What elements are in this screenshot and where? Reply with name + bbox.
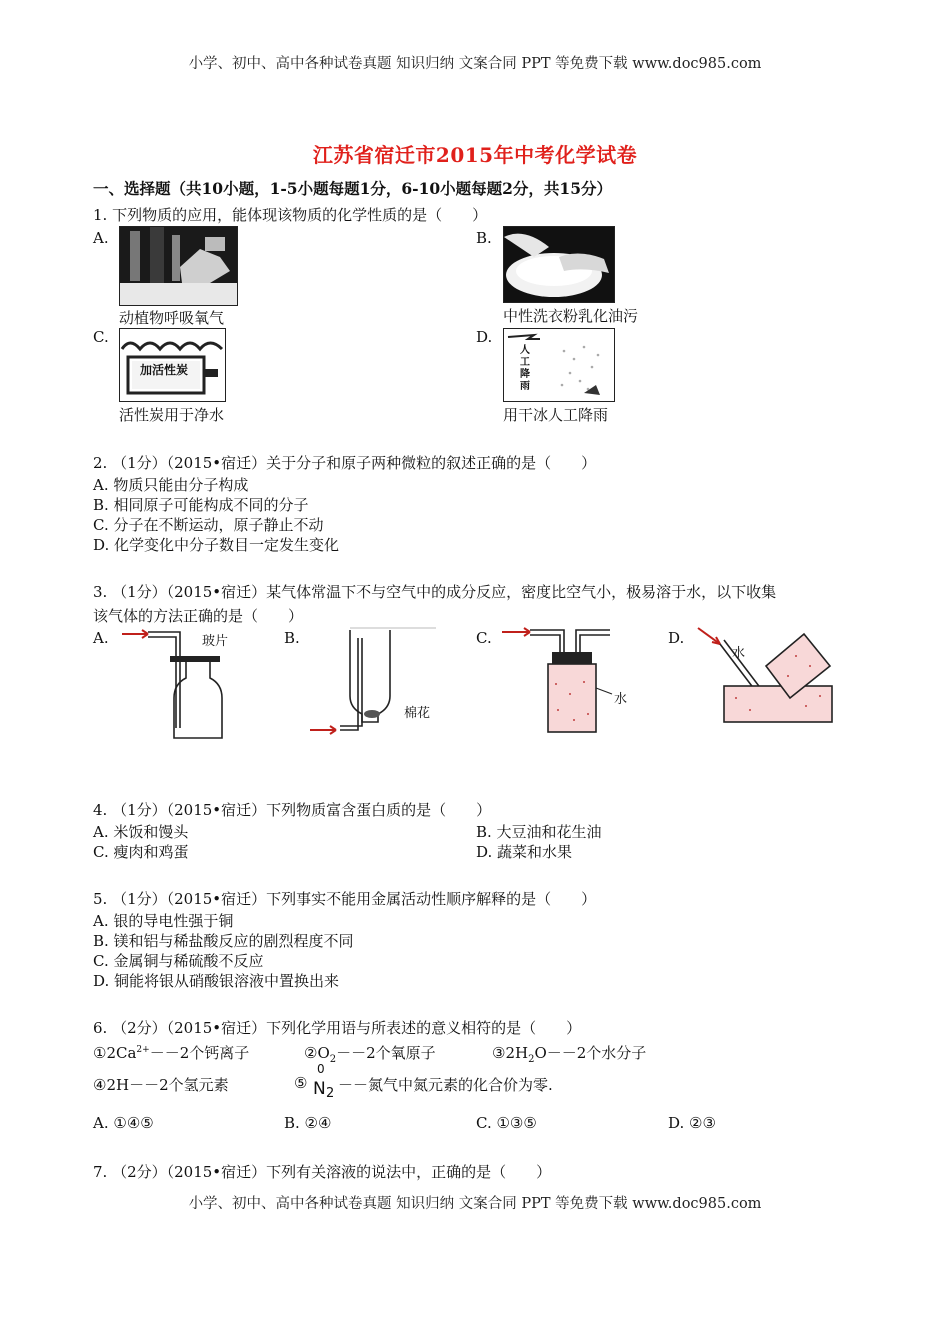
q6-item-1-formula: ①2Ca (93, 1044, 137, 1062)
q5-option-b: B. 镁和铝与稀盐酸反应的剧烈程度不同 (93, 932, 354, 950)
q3-label-c: C. (476, 629, 492, 647)
q2-stem: 2. （1分）（2015•宿迁）关于分子和原子两种微粒的叙述正确的是（ ） (93, 454, 597, 472)
q6-item-3-meaning: O－－2个水分子 (534, 1044, 647, 1062)
q6-option-d: D. ②③ (668, 1114, 716, 1132)
q5-option-c: C. 金属铜与稀硫酸不反应 (93, 952, 264, 970)
q1-image-b-detergent (503, 226, 615, 303)
q6-item-3-subscript: 2 (528, 1054, 535, 1065)
q6-item-5-valence: 0 (317, 1062, 325, 1076)
q6-item-5-marker: ⑤ (294, 1074, 308, 1092)
q1-stem: 1. 下列物质的应用，能体现该物质的化学性质的是（ ） (93, 206, 488, 224)
q1-image-c-charcoal (119, 328, 226, 402)
q1-label-b: B. (476, 229, 492, 247)
q5-option-a: A. 银的导电性强于铜 (93, 912, 234, 930)
q6-item-2-meaning: －－2个氧原子 (336, 1044, 436, 1062)
q4-option-d: D. 蔬菜和水果 (476, 843, 573, 861)
page-footer: 小学、初中、高中各种试卷真题 知识归纳 文案合同 PPT 等免费下载 www.doc985.com (188, 1196, 762, 1212)
q1-label-c: C. (93, 328, 109, 346)
q4-stem: 4. （1分）（2015•宿迁）下列物质富含蛋白质的是（ ） (93, 801, 492, 819)
q6-item-5-meaning: －－氮气中氮元素的化合价为零. (338, 1076, 553, 1094)
q5-stem: 5. （1分）（2015•宿迁）下列事实不能用金属活动性顺序解释的是（ ） (93, 890, 597, 908)
q6-item-1 (93, 1042, 249, 1063)
q6-item-1-charge: 2+ (136, 1045, 150, 1055)
section-heading: 一、选择题（共10小题，1-5小题每题1分，6-10小题每题2分，共15分） (93, 179, 613, 198)
q2-option-d: D. 化学变化中分子数目一定发生变化 (93, 536, 340, 554)
q1-image-d-char-4: 雨 (520, 381, 530, 392)
q2-option-c: C. 分子在不断运动，原子静止不动 (93, 516, 324, 534)
q1-image-d-char-3: 降 (520, 369, 530, 380)
q6-item-1-meaning: －－2个钙离子 (149, 1044, 250, 1062)
q6-item-5-subscript: 2 (326, 1086, 335, 1101)
q6-item-5-element: N (313, 1079, 326, 1099)
q3-diagram-b (300, 626, 440, 741)
q6-option-a: A. ①④⑤ (93, 1114, 154, 1132)
q1-image-c-text: 加活性炭 (140, 363, 189, 377)
q1-caption-a: 动植物呼吸氧气 (119, 309, 225, 327)
q4-option-b: B. 大豆油和花生油 (476, 823, 602, 841)
q3-diagram-b-label: 棉花 (404, 706, 431, 721)
q6-option-b: B. ②④ (284, 1114, 332, 1132)
q6-item-3 (492, 1042, 646, 1065)
q1-image-a-breathing (119, 226, 238, 306)
q4-option-a: A. 米饭和馒头 (93, 823, 189, 841)
q3-diagram-a-label: 玻片 (202, 634, 229, 649)
q1-label-d: D. (476, 328, 493, 346)
q6-option-c: C. ①③⑤ (476, 1114, 537, 1132)
exam-title: 江苏省宿迁市2015年中考化学试卷 (312, 143, 638, 167)
page-header: 小学、初中、高中各种试卷真题 知识归纳 文案合同 PPT 等免费下载 www.doc985.com (188, 56, 762, 72)
q1-caption-d: 用干冰人工降雨 (503, 406, 609, 424)
q1-image-d-dry-ice (503, 328, 615, 402)
q3-label-a: A. (93, 629, 109, 647)
q2-option-b: B. 相同原子可能构成不同的分子 (93, 496, 309, 514)
q1-caption-c: 活性炭用于净水 (119, 406, 225, 424)
q3-diagram-d-label: 水 (732, 646, 746, 661)
q5-option-d: D. 铜能将银从硝酸银溶液中置换出来 (93, 972, 340, 990)
q6-item-2-subscript: 2 (329, 1054, 337, 1065)
q3-diagram-c-label: 水 (614, 692, 628, 707)
q3-stem-line1: 3. （1分）（2015•宿迁）某气体常温下不与空气中的成分反应，密度比空气小，极易溶于水，以下收集 (93, 583, 777, 601)
q3-diagram-a (118, 628, 258, 743)
q3-diagram-d (696, 626, 836, 726)
q1-caption-b: 中性洗衣粉乳化油污 (503, 307, 639, 325)
q3-diagram-c (500, 624, 640, 739)
q6-item-2-formula: ②O (304, 1044, 330, 1062)
q2-option-a: A. 物质只能由分子构成 (93, 476, 249, 494)
q3-label-d: D. (668, 629, 685, 647)
q1-image-d-char-1: 人 (520, 345, 530, 356)
q1-label-a: A. (93, 229, 109, 247)
q6-item-4: ④2H－－2个氢元素 (93, 1076, 229, 1094)
q3-label-b: B. (284, 629, 300, 647)
q7-stem: 7. （2分）（2015•宿迁）下列有关溶液的说法中，正确的是（ ） (93, 1163, 552, 1181)
q6-stem: 6. （2分）（2015•宿迁）下列化学用语与所表述的意义相符的是（ ） (93, 1019, 582, 1037)
q1-image-d-char-2: 工 (520, 357, 530, 368)
q3-stem-line2: 该气体的方法正确的是（ ） (93, 607, 304, 625)
q6-item-3-formula: ③2H (492, 1044, 529, 1062)
q4-option-c: C. 瘦肉和鸡蛋 (93, 843, 189, 861)
